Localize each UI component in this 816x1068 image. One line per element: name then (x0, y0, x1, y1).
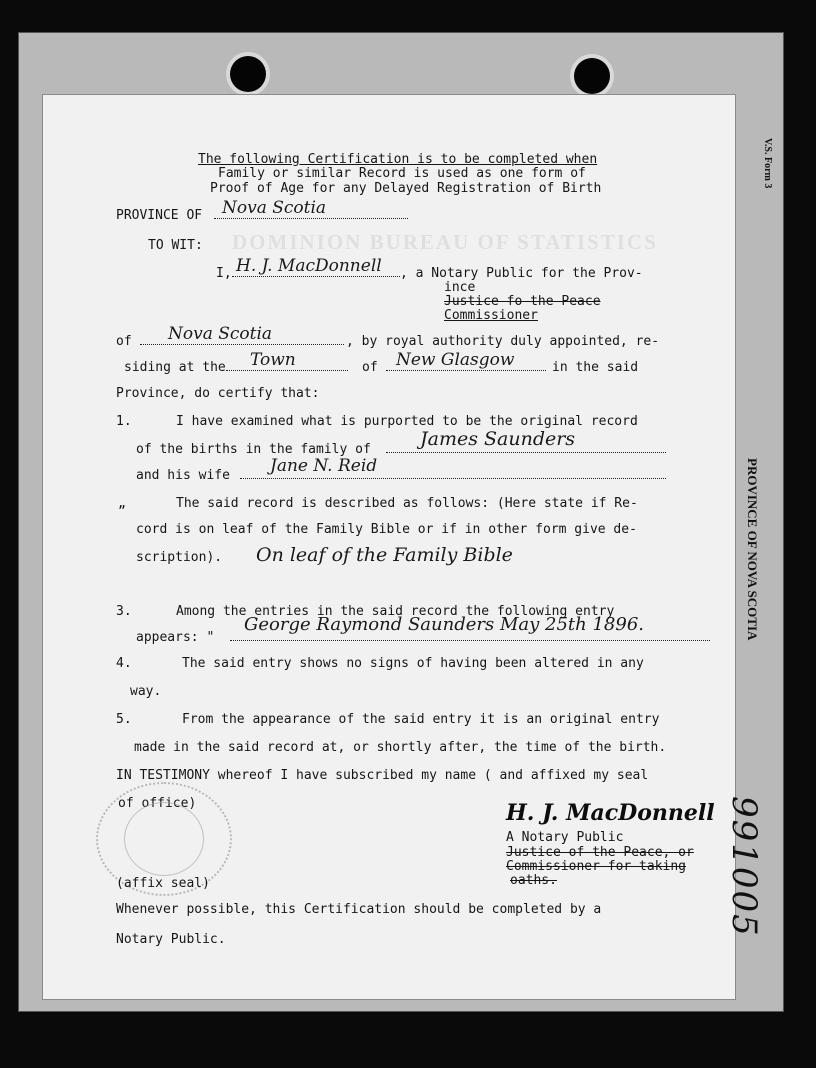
birth-entry: George Raymond Saunders May 25th 1896. (244, 614, 644, 635)
signature: H. J. MacDonnell (506, 800, 715, 826)
entry-field-line (230, 640, 710, 641)
family-name: James Saunders (420, 428, 576, 450)
item-4-number: 4. (116, 656, 132, 671)
item-4-line-b: way. (130, 684, 162, 699)
notary-text: , a Notary Public for the Prov- (400, 266, 643, 281)
oaths-struck: oaths. (510, 873, 557, 888)
item-1-line-c: and his wife (136, 468, 230, 483)
item-3-number: 3. (116, 604, 132, 619)
residing-type-line (226, 370, 348, 371)
footer-line-a: Whenever possible, this Certification should be completed by a (116, 902, 602, 917)
item-2-line-a: The said record is described as follows: (Here state if Re- (176, 496, 638, 511)
item-5-number: 5. (116, 712, 132, 727)
item-1-line-a: I have examined what is purported to be the original record (176, 414, 638, 429)
item-3-line-a: Among the entries in the said record the following entry (176, 604, 615, 619)
province-label: PROVINCE OF (116, 208, 203, 223)
item-2-line-b: cord is on leaf of the Family Bible or if in other form give de- (136, 522, 637, 537)
wife-field-line (240, 478, 666, 479)
header-line-2: Family or similar Record is used as one form of (218, 166, 586, 181)
header-line-3: Proof of Age for any Delayed Registration of Birth (210, 181, 602, 196)
residing-place: New Glasgow (396, 350, 515, 370)
file-number: 991005 (724, 796, 764, 938)
testimony-line-a: IN TESTIMONY whereof I have subscribed my name ( and affixed my seal (116, 768, 649, 783)
i-prefix: I, (216, 266, 232, 281)
punch-hole (230, 56, 266, 92)
in-said: in the said (552, 360, 639, 375)
province-certify: Province, do certify that: (116, 386, 320, 401)
commissioner-oaths-struck: Commissioner for taking (506, 859, 687, 874)
item-2-line-c: scription). (136, 550, 223, 565)
wife-name: Jane N. Reid (270, 456, 378, 476)
item-1-line-b: of the births in the family of (136, 442, 371, 457)
of2-label: of (362, 360, 378, 375)
item-5-line-b: made in the said record at, or shortly after, the time of the birth. (134, 740, 667, 755)
item-5-line-a: From the appearance of the said entry it is an original entry (182, 712, 660, 727)
item-4-line-a: The said entry shows no signs of having been altered in any (182, 656, 644, 671)
header-line-1: The following Certification is to be completed when (198, 152, 598, 167)
side-province-title: PROVINCE OF NOVA SCOTIA (745, 458, 760, 641)
family-field-line (386, 452, 666, 453)
notary-text-2: ince (444, 280, 476, 295)
item-1-number: 1. (116, 414, 132, 429)
of-label: of (116, 334, 132, 349)
certifier-field-line (232, 276, 400, 277)
form-id: V.S. Form 3 (762, 138, 773, 189)
to-wit: TO WIT: (148, 238, 203, 253)
affix-seal: (affix seal) (116, 876, 210, 891)
commissioner-struck: Commissioner (444, 308, 538, 323)
record-description: On leaf of the Family Bible (256, 544, 513, 566)
residing-type: Town (250, 350, 296, 370)
province-value: Nova Scotia (222, 198, 327, 218)
notary-public-title: A Notary Public (506, 830, 624, 845)
footer-line-b: Notary Public. (116, 932, 226, 947)
justice-of-peace-struck: Justice of the Peace, or (506, 845, 694, 860)
of-value: Nova Scotia (168, 324, 273, 344)
certifier-name: H. J. MacDonnell (236, 256, 382, 276)
of-field-line (140, 344, 344, 345)
residing-place-line (386, 370, 546, 371)
item-2-number: „ (118, 496, 126, 511)
justice-struck: Justice fo the Peace (444, 294, 601, 309)
royal-text: , by royal authority duly appointed, re- (346, 334, 660, 349)
residing-label: siding at the (124, 360, 226, 375)
item-3-line-b: appears: " (136, 630, 215, 645)
punch-hole (574, 58, 610, 94)
province-field-line (214, 218, 408, 219)
testimony-line-b: of office) (118, 796, 197, 811)
watermark: DOMINION BUREAU OF STATISTICS (232, 230, 658, 254)
